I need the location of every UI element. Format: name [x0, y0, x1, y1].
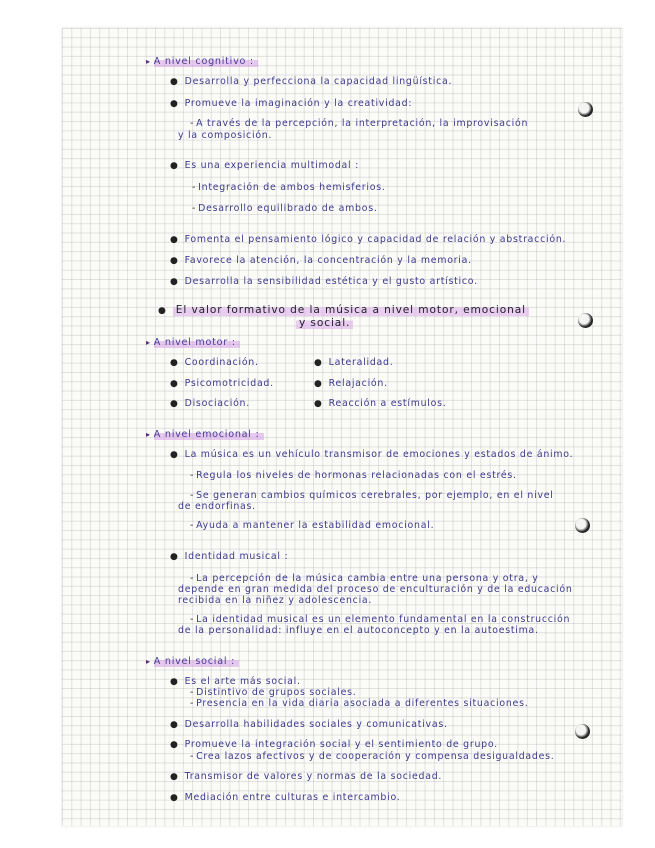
bullet-icon: ● — [170, 358, 179, 368]
sub-item: - Regula los niveles de hormonas relacionadas con el estrés. — [190, 470, 517, 481]
bullet-icon: ● — [170, 235, 179, 245]
list-item: ● Desarrolla la sensibilidad estética y el gusto artístico. — [170, 276, 478, 287]
bullet-icon: ● — [170, 77, 179, 87]
sub-item-continuation: recibida en la niñez y adolescencia. — [178, 595, 373, 606]
sub-item: - Crea lazos afectivos y de cooperación y compensa desigualdades. — [190, 751, 555, 762]
heading-motor: ▸ A nivel motor : — [146, 337, 240, 348]
sub-item: - Distintivo de grupos sociales. — [190, 687, 357, 698]
triangle-bullet-icon: ▸ — [146, 657, 151, 666]
bullet-icon: ● — [170, 277, 179, 287]
triangle-bullet-icon: ▸ — [146, 57, 151, 66]
list-item: ● Desarrolla y perfecciona la capacidad lingüística. — [170, 76, 453, 87]
sub-item: - Ayuda a mantener la estabilidad emocional. — [190, 520, 435, 531]
list-item: ● Promueve la integración social y el sentimiento de grupo. — [170, 739, 498, 750]
list-item: ● Mediación entre culturas e intercambio. — [170, 792, 401, 803]
bullet-icon: ● — [170, 772, 179, 782]
heading-emotional: ▸ A nivel emocional : — [146, 429, 264, 440]
bullet-icon: ● — [170, 677, 179, 687]
heading-cognitive: ▸ A nivel cognitivo : — [146, 56, 258, 67]
bullet-icon: ● — [170, 256, 179, 266]
list-item: ● Favorece la atención, la concentración y la memoria. — [170, 255, 472, 266]
triangle-bullet-icon: ▸ — [146, 430, 151, 439]
binder-hole-icon — [575, 724, 590, 739]
binder-hole-icon — [578, 102, 593, 117]
sub-item: - Se generan cambios químicos cerebrales, por ejemplo, en el nivel — [190, 490, 554, 501]
binder-hole-icon — [578, 313, 593, 328]
bullet-icon: ● — [314, 358, 323, 368]
bullet-icon: ● — [170, 720, 179, 730]
sub-item: - A través de la percepción, la interpretación, la improvisación — [190, 118, 529, 129]
list-item: ● Reacción a estímulos. — [314, 398, 447, 409]
bullet-icon: ● — [170, 793, 179, 803]
list-item: ● Identidad musical : — [170, 551, 289, 562]
list-item: ● Transmisor de valores y normas de la sociedad. — [170, 771, 443, 782]
list-item: ● Lateralidad. — [314, 357, 394, 368]
sub-item-continuation: y la composición. — [178, 130, 273, 141]
list-item: ● Es el arte más social. — [170, 676, 301, 687]
bullet-icon: ● — [170, 740, 179, 750]
heading-social: ▸ A nivel social : — [146, 656, 239, 667]
bullet-icon: ● — [158, 306, 167, 316]
list-item: ● Psicomotricidad. — [170, 378, 274, 389]
sub-item-continuation: de la personalidad: influye en el autoconcepto y en la autoestima. — [178, 625, 539, 636]
sub-item-continuation: de endorfinas. — [178, 501, 256, 512]
section-title-continuation: y social. — [296, 318, 353, 329]
section-title: ● El valor formativo de la música a nivel motor, emocional — [158, 305, 529, 317]
bullet-icon: ● — [170, 161, 179, 171]
list-item: ● Desarrolla habilidades sociales y comunicativas. — [170, 719, 448, 730]
sub-item: - Integración de ambos hemisferios. — [192, 182, 386, 193]
list-item: ● Relajación. — [314, 378, 388, 389]
bullet-icon: ● — [170, 379, 179, 389]
list-item: ● Disociación. — [170, 398, 250, 409]
sub-item-continuation: depende en gran medida del proceso de enculturación y de la educación — [178, 584, 573, 595]
list-item: ● Coordinación. — [170, 357, 259, 368]
sub-item: - Desarrollo equilibrado de ambos. — [192, 203, 378, 214]
binder-hole-icon — [575, 518, 590, 533]
bullet-icon: ● — [170, 399, 179, 409]
sub-item: - La percepción de la música cambia entre una persona y otra, y — [190, 573, 539, 584]
bullet-icon: ● — [314, 379, 323, 389]
sub-item: - La identidad musical es un elemento fundamental en la construcción — [190, 614, 571, 625]
bullet-icon: ● — [170, 552, 179, 562]
bullet-icon: ● — [170, 99, 179, 109]
sub-item: - Presencia en la vida diaria asociada a diferentes situaciones. — [190, 698, 529, 709]
bullet-icon: ● — [314, 399, 323, 409]
list-item: ● Es una experiencia multimodal : — [170, 160, 360, 171]
list-item: ● Promueve la imaginación y la creatividad: — [170, 98, 413, 109]
triangle-bullet-icon: ▸ — [146, 338, 151, 347]
bullet-icon: ● — [170, 450, 179, 460]
list-item: ● Fomenta el pensamiento lógico y capacidad de relación y abstracción. — [170, 234, 567, 245]
list-item: ● La música es un vehículo transmisor de emociones y estados de ánimo. — [170, 449, 574, 460]
